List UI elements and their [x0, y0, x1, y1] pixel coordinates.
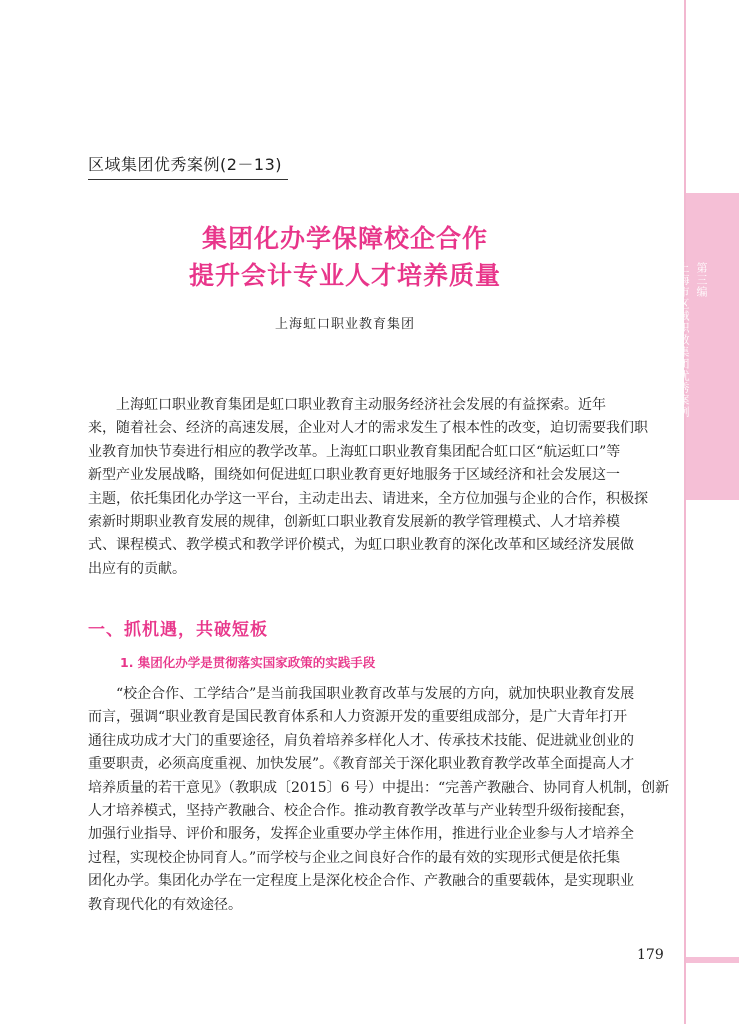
text-line: 通往成功成才大门的重要途径，肩负着培养多样化人才、传承技术技能、促进就业创业的: [88, 732, 634, 749]
text-line: 团化办学。集团化办学在一定程度上是深化校企合作、产教融合的重要载体，是实现职业: [88, 873, 634, 890]
text-line: 人才培养模式，坚持产教融合、校企合作。推动教育教学改革与产业转型升级衔接配套，: [88, 802, 634, 819]
text-line: 培养质量的若干意见》（教职成〔2015〕6 号）中提出：“完善产教融合、协同育人机制，创新: [88, 779, 670, 796]
text-line: 式、课程模式、教学模式和教学评价模式，为虹口职业教育的深化改革和区域经济发展做: [88, 537, 634, 554]
text-line: 上海虹口职业教育集团是虹口职业教育主动服务经济社会发展的有益探索。近年: [116, 397, 606, 413]
intro-paragraph: [88, 394, 648, 581]
side-tab-section: 上海市区域职教集团优秀案例: [677, 262, 690, 418]
bottom-bar: [686, 957, 739, 963]
side-tab-text: [677, 262, 710, 418]
series-rule: [88, 179, 288, 180]
text-line: 教育现代化的有效途径。: [88, 896, 242, 913]
text-line: 过程，实现校企协同育人。”而学校与企业之间良好合作的最有效的实现形式便是依托集: [88, 849, 621, 866]
title-line-2: 提升会计专业人才培养质量: [188, 261, 501, 290]
text-line: 加强行业指导、评价和服务，发挥企业重要办学主体作用，推进行业企业参与人才培养全: [88, 826, 634, 843]
subsection-heading: 1. 集团化办学是贯彻落实国家政策的实践手段: [120, 655, 376, 670]
text-line: 业教育加快节奏进行相应的教学改革。上海虹口职业教育集团配合虹口区“航运虹口”等: [88, 443, 621, 460]
text-line: 主题，依托集团化办学这一平台，主动走出去、请进来，全方位加强与企业的合作，积极探: [88, 490, 648, 507]
page-number: 179: [637, 947, 664, 963]
text-line: 来，随着社会、经济的高速发展，企业对人才的需求发生了根本性的改变，迫切需要我们职: [88, 420, 648, 437]
top-margin: [686, 0, 739, 190]
text-line: 索新时期职业教育发展的规律，创新虹口职业教育发展新的教学管理模式、人才培养模: [88, 513, 620, 530]
text-line: 出应有的贡献。: [88, 560, 186, 577]
author: 上海虹口职业教育集团: [274, 317, 415, 332]
text-line: 重要职责，必须高度重视、加快发展”。《教育部关于深化职业教育教学改革全面提高人才: [88, 756, 635, 773]
text-line: 新型产业发展战略，围绕如何促进虹口职业教育更好地服务于区域经济和社会发展这一: [88, 467, 620, 484]
section-heading: 一、抓机遇，共破短板: [88, 620, 268, 640]
text-line: 而言，强调“职业教育是国民教育体系和人力资源开发的重要组成部分，是广大青年打开: [88, 709, 628, 726]
body-paragraph: [88, 683, 670, 917]
series-label: 区域集团优秀案例(2－13): [88, 155, 283, 174]
side-tab-part: 第三编: [695, 262, 708, 298]
text-line: “校企合作、工学结合”是当前我国职业教育改革与发展的方向，就加快职业教育发展: [116, 686, 635, 702]
title-line-1: 集团化办学保障校企合作: [201, 224, 488, 253]
